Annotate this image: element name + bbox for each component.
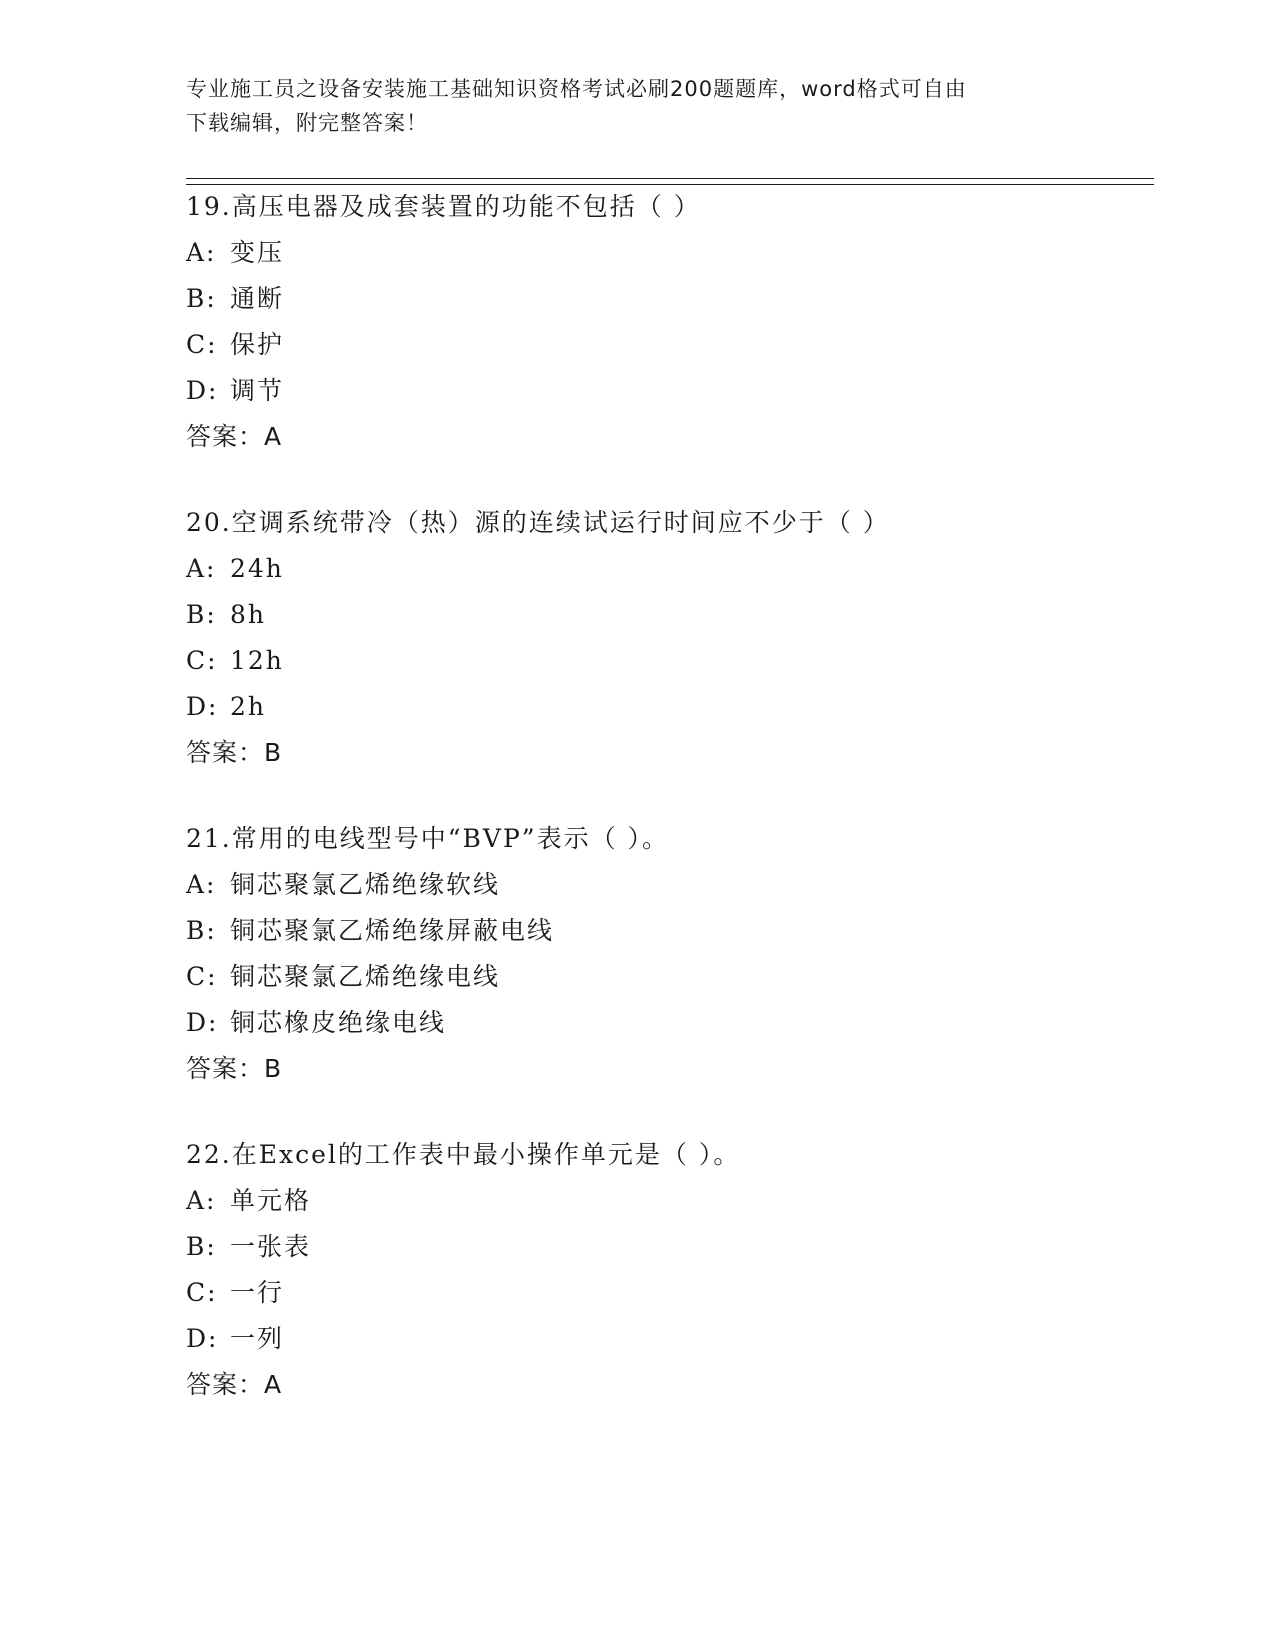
option-letter: D: [186,376,219,405]
option-letter: A: [186,554,217,583]
option-c [186,638,1146,684]
option-text: 铜芯聚氯乙烯绝缘屏蔽电线 [230,916,555,945]
header-line-1: 专业施工员之设备安装施工基础知识资格考试必刷200题题库，word格式可自由 [186,77,967,101]
question-stem: 20.空调系统带冷（热）源的连续试运行时间应不少于（ ） [186,508,890,537]
question-19 [186,184,1146,460]
option-letter: A: [186,870,217,899]
option-letter: C: [186,646,218,675]
option-text: 保护 [230,330,285,359]
option-text: 一列 [230,1324,285,1353]
option-letter: D: [186,1324,219,1353]
option-text: 2h [230,692,267,721]
option-text: 单元格 [230,1186,312,1215]
option-a [186,1178,1146,1224]
option-text: 一张表 [230,1232,312,1261]
question-stem: 21.常用的电线型号中“BVP”表示（ ）。 [186,824,670,853]
option-text: 铜芯聚氯乙烯绝缘软线 [230,870,501,899]
option-c [186,1270,1146,1316]
header-line-2: 下载编辑，附完整答案！ [186,111,428,135]
option-letter: D: [186,692,219,721]
option-c [186,322,1146,368]
option-a [186,546,1146,592]
answer-line: 答案：A [186,422,283,451]
document-header [186,72,1086,140]
option-text: 12h [230,646,284,675]
option-letter: B: [186,600,217,629]
question-21 [186,816,1146,1092]
option-text: 铜芯聚氯乙烯绝缘电线 [230,962,501,991]
option-letter: A: [186,238,217,267]
option-text: 铜芯橡皮绝缘电线 [230,1008,447,1037]
option-d [186,1316,1146,1362]
question-stem: 22.在Excel的工作表中最小操作单元是（ ）。 [186,1140,741,1169]
option-letter: C: [186,1278,218,1307]
option-b [186,592,1146,638]
option-d [186,1000,1146,1046]
option-letter: A: [186,1186,217,1215]
header-divider-top [186,178,1154,179]
option-letter: B: [186,284,217,313]
option-text: 调节 [230,376,285,405]
option-b [186,1224,1146,1270]
question-22 [186,1132,1146,1408]
option-b [186,276,1146,322]
option-d [186,684,1146,730]
option-b [186,908,1146,954]
option-letter: C: [186,330,218,359]
option-letter: D: [186,1008,219,1037]
answer-line: 答案：A [186,1370,283,1399]
answer-line: 答案：B [186,1054,283,1083]
option-letter: B: [186,1232,217,1261]
option-a [186,862,1146,908]
answer-line: 答案：B [186,738,283,767]
option-text: 通断 [230,284,285,313]
option-letter: C: [186,962,218,991]
option-text: 24h [230,554,284,583]
option-text: 8h [230,600,267,629]
question-20 [186,500,1146,776]
option-a [186,230,1146,276]
option-d [186,368,1146,414]
question-stem: 19.高压电器及成套装置的功能不包括（ ） [186,192,701,221]
option-text: 变压 [230,238,285,267]
option-letter: B: [186,916,217,945]
option-text: 一行 [230,1278,285,1307]
option-c [186,954,1146,1000]
